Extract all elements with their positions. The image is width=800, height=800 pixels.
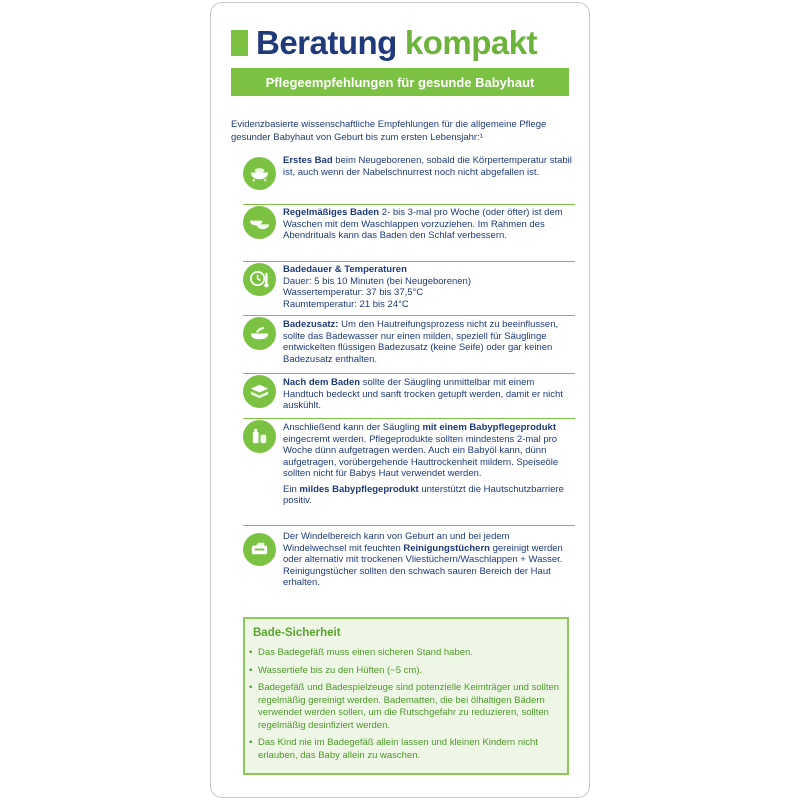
item-text: beim Neugeborenen, sobald die Körpertemperatur stabil ist, auch wenn der Nabelschnurrest noch nicht abgefallen ist.	[283, 155, 572, 178]
subtitle-bar	[231, 68, 569, 96]
item-diaper-area	[243, 525, 575, 595]
safety-bullet: • Das Kind nie im Badegefäß allein lassen und kleinen Kindern nicht erlauben, das Baby allein zu waschen.	[249, 737, 561, 762]
item-bold: Badedauer & Temperaturen	[283, 264, 407, 275]
item-duration-temperature	[243, 261, 575, 316]
water-temperature-line: Wassertemperatur: 37 bis 37,5°C	[283, 287, 424, 298]
bath-additive-icon	[243, 317, 276, 350]
item-text: gereinigt werden oder alternativ mit trockenen Vliestüchern/Waschlappen + Wasser. Reinigungstücher sollten den schwach sauren Bereich der Haut erhalten.	[283, 542, 563, 588]
item-p2-bold: mildes Babypflegeprodukt	[299, 483, 419, 495]
item-bold: Nach dem Baden	[283, 377, 361, 388]
safety-list	[249, 647, 561, 767]
safety-bullet: • Badegefäß und Badespielzeuge sind potenzielle Keimträger und sollten regelmäßig gereinigt werden. Badematten, die bei ölhaltigen Bädern verwendet werden sollen, um die Rutschgefahr zu reduzieren, sollten regelmäßig desinfiziert werden.	[249, 682, 561, 732]
item-p2-pre: Ein	[283, 483, 300, 495]
clock-thermometer-icon	[243, 263, 276, 296]
item-first-bath	[243, 155, 575, 205]
item-bold: Erstes Bad	[283, 155, 333, 166]
towel-icon	[243, 375, 276, 408]
item-bold: Reinigungstüchern	[403, 542, 490, 554]
item-bath-additive	[243, 315, 575, 374]
title-part1: Beratung	[256, 24, 397, 61]
item-bold: mit einem Babypflegeprodukt	[422, 422, 556, 433]
intro-text: Evidenzbasierte wissenschaftliche Empfehlungen für die allgemeine Pflege gesunder Babyhaut von Geburt bis zum ersten Lebensjahr:¹	[231, 119, 547, 143]
title-row	[231, 23, 537, 63]
item-pre: Anschließend kann der Säugling	[283, 422, 423, 433]
item-bold: Regelmäßiges Baden	[283, 207, 380, 218]
safety-bullet: • Das Badegefäß muss einen sicheren Stand haben.	[249, 647, 561, 660]
bowls-icon	[243, 206, 276, 239]
item-care-product	[243, 418, 575, 526]
item-text: eingecremt werden. Pflegeprodukte sollten mindestens 2-mal pro Woche dünn aufgetragen werden. Auch ein Babyöl kann, dünn aufgetragen, vorübergehende Hauttrockenheit mildern. Speiseöle sollten nicht für Babys Haut verwendet werden.	[283, 433, 559, 479]
room-temperature-line: Raumtemperatur: 21 bis 24°C	[283, 298, 409, 310]
bath-safety-box	[243, 617, 569, 775]
title-part2: kompakt	[404, 24, 538, 61]
safety-bullet: • Wassertiefe bis zu den Hüften (~5 cm).	[249, 665, 561, 678]
item-regular-bathing	[243, 204, 575, 262]
title-accent-square	[231, 30, 248, 56]
safety-title: Bade-Sicherheit	[253, 627, 341, 639]
item-text: 2- bis 3-mal pro Woche (oder öfter) ist dem Waschen mit dem Waschlappen vorzuziehen. Im Rahmen des Abendrituals kann das Baden den Schlaf verbessern.	[283, 207, 563, 241]
item-bold: Badezusatz:	[283, 319, 339, 330]
item-after-bath	[243, 373, 575, 419]
item-pre: Der Windelbereich kann von Geburt an und bei jedem Windelwechsel mit feuchten	[283, 531, 510, 554]
info-card	[210, 2, 590, 798]
item-text: sollte der Säugling unmittelbar mit einem Handtuch bedeckt und sanft trocken getupft werden, damit er nicht auskühlt.	[283, 377, 563, 411]
baby-bath-tub-icon	[243, 157, 276, 190]
care-products-icon	[243, 420, 276, 453]
item-p2-text: unterstützt die Hautschutzbarriere positiv.	[283, 483, 564, 506]
item-text: Um den Hautreifungsprozess nicht zu beeinflussen, sollte das Badewasser nur einen milden, speziell für Säuglinge entwickelten flüssigen Badezusatz (keine Seife) oder gar keinen Badezusatz enthalten.	[283, 319, 559, 365]
duration-line: Dauer: 5 bis 10 Minuten (bei Neugeborenen)	[283, 275, 472, 287]
subtitle-text: Pflegeempfehlungen für gesunde Babyhaut	[265, 74, 535, 90]
wipes-icon	[243, 533, 276, 566]
